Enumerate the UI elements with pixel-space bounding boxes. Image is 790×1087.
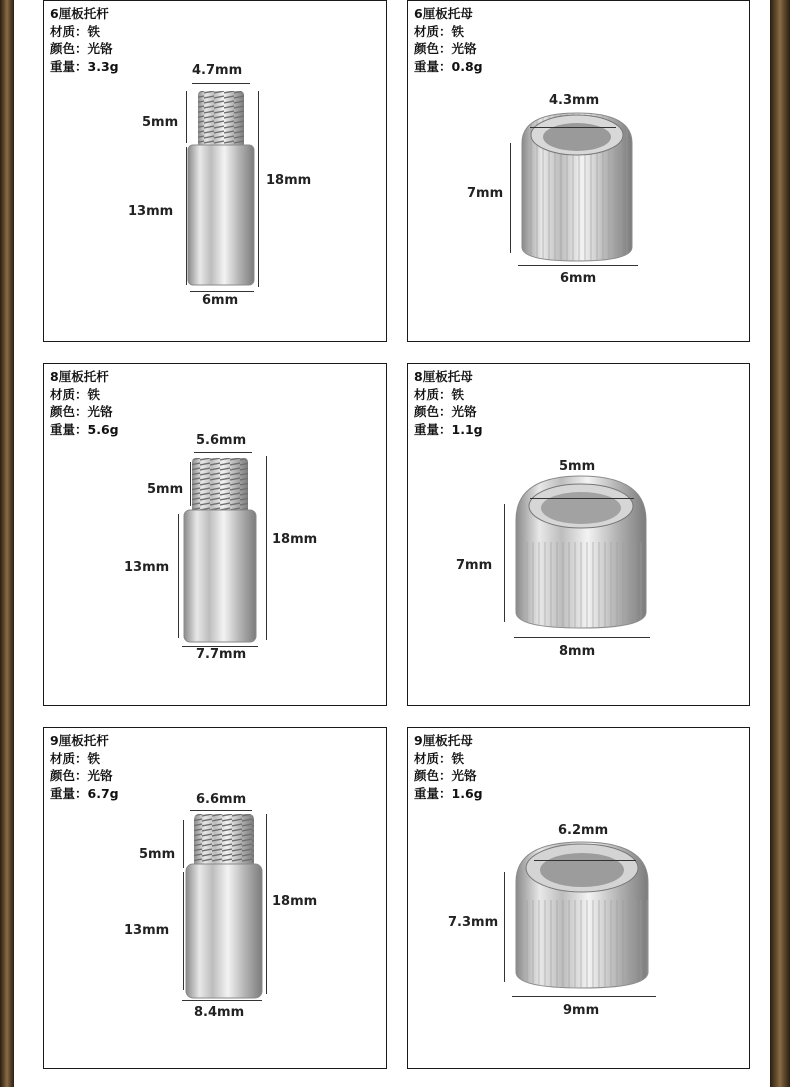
dim-height: 7mm (467, 186, 504, 201)
color-value: 光铬 (451, 41, 477, 56)
dim-inner: 5mm (559, 459, 596, 474)
dim-inner: 4.3mm (549, 93, 600, 108)
color-value: 光铬 (87, 768, 113, 783)
dim-total: 18mm (266, 173, 312, 188)
spec-block: 9厘板托母 材质：铁 颜色：光铬 重量：1.6g (414, 733, 483, 801)
weight-value: 1.6g (451, 785, 483, 801)
product-card-8mm-rod (43, 363, 387, 706)
product-card-9mm-nut (407, 727, 750, 1069)
rod-image (182, 812, 266, 1002)
product-title: 9厘板托杆 (50, 733, 109, 748)
color-value: 光铬 (87, 41, 113, 56)
weight-value: 5.6g (87, 421, 119, 437)
dim-height: 7mm (456, 558, 493, 573)
nut-image (516, 109, 638, 265)
dim-thread: 5mm (142, 115, 179, 130)
dim-outer: 9mm (563, 1003, 600, 1018)
material-value: 铁 (87, 750, 101, 766)
rod-image (180, 456, 262, 646)
dim-height: 7.3mm (448, 915, 499, 930)
dim-thread: 5mm (139, 847, 176, 862)
decorative-right-edge (770, 0, 790, 1087)
product-card-8mm-nut (407, 363, 750, 706)
dim-total: 18mm (272, 532, 318, 547)
dim-body: 13mm (124, 560, 170, 575)
material-value: 铁 (451, 23, 465, 39)
color-value: 光铬 (451, 404, 477, 419)
dim-body: 13mm (124, 923, 170, 938)
product-title: 8厘板托杆 (50, 369, 109, 384)
product-card-6mm-rod (43, 0, 387, 342)
dim-top: 5.6mm (196, 433, 247, 448)
nut-image (512, 838, 652, 994)
product-title: 6厘板托母 (414, 6, 473, 21)
weight-value: 3.3g (87, 58, 119, 74)
spec-block: 8厘板托母 材质：铁 颜色：光铬 重量：1.1g (414, 369, 483, 437)
dim-bottom: 8.4mm (194, 1005, 245, 1020)
dim-total: 18mm (272, 894, 318, 909)
material-value: 铁 (451, 750, 465, 766)
weight-value: 0.8g (451, 58, 483, 74)
spec-block: 6厘板托杆 材质：铁 颜色：光铬 重量：3.3g (50, 6, 119, 74)
material-value: 铁 (87, 23, 101, 39)
material-value: 铁 (451, 386, 465, 402)
weight-value: 6.7g (87, 785, 119, 801)
spec-block: 6厘板托母 材质：铁 颜色：光铬 重量：0.8g (414, 6, 483, 74)
dim-outer: 6mm (560, 271, 597, 286)
material-value: 铁 (87, 386, 101, 402)
spec-block: 9厘板托杆 材质：铁 颜色：光铬 重量：6.7g (50, 733, 119, 801)
dim-inner: 6.2mm (558, 823, 609, 838)
dim-bottom: 6mm (202, 293, 239, 308)
product-card-6mm-nut (407, 0, 750, 342)
product-title: 6厘板托杆 (50, 6, 109, 21)
rod-image (184, 89, 264, 289)
dim-thread: 5mm (147, 482, 184, 497)
weight-value: 1.1g (451, 421, 483, 437)
color-value: 光铬 (87, 404, 113, 419)
dim-body: 13mm (128, 204, 174, 219)
dim-outer: 8mm (559, 644, 596, 659)
color-value: 光铬 (451, 768, 477, 783)
product-card-9mm-rod (43, 727, 387, 1069)
decorative-left-edge (0, 0, 14, 1087)
nut-image (512, 472, 650, 632)
spec-block: 8厘板托杆 材质：铁 颜色：光铬 重量：5.6g (50, 369, 119, 437)
dim-bottom: 7.7mm (196, 647, 247, 662)
product-title: 9厘板托母 (414, 733, 473, 748)
dim-top: 4.7mm (192, 63, 243, 78)
product-title: 8厘板托母 (414, 369, 473, 384)
dim-top: 6.6mm (196, 792, 247, 807)
